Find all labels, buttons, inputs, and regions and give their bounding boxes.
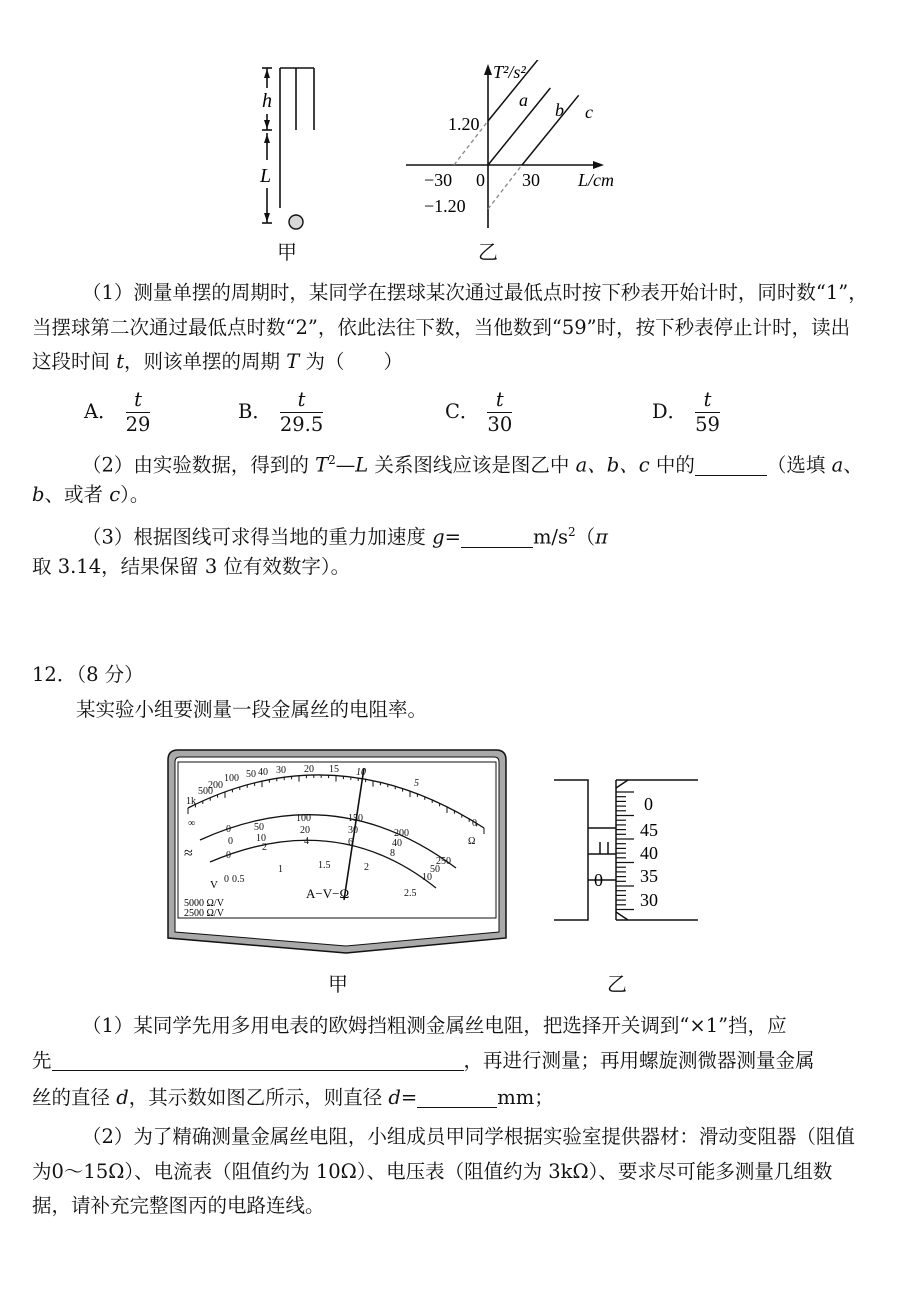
- scale-ac-0.5: 0.5: [232, 874, 245, 885]
- scale-50-20: 20: [300, 825, 310, 836]
- y-axis-label: T²/s²: [493, 62, 526, 82]
- ohm-scale-500: 500: [198, 786, 213, 797]
- q12-part1-line1: （1）某同学先用多用电表的欧姆挡粗测金属丝电阻，把选择开关调到“×1”挡，应: [82, 1014, 787, 1037]
- answer-blank-q11-3[interactable]: [461, 523, 533, 548]
- thimble-45: 45: [640, 820, 658, 840]
- ac-symbol: ≈: [184, 845, 193, 862]
- series-label-b: b: [555, 100, 564, 120]
- dc-v-symbol: V: [210, 879, 218, 891]
- tick-y-down: −1.20: [424, 196, 466, 216]
- meter-rating-1: 5000 Ω/V: [184, 898, 224, 909]
- q11-part2-line2: b、或者 c）。: [32, 483, 150, 506]
- scale-10-6: 6: [348, 837, 353, 848]
- ohm-symbol: Ω: [468, 836, 476, 847]
- q12-intro: 某实验小组要测量一段金属丝的电阻率。: [76, 698, 428, 721]
- tick-y-up: 1.20: [448, 114, 480, 134]
- ohm-scale-40: 40: [258, 767, 268, 778]
- label-L: L: [260, 165, 272, 187]
- answer-blank-q11-2[interactable]: [695, 451, 767, 476]
- ohm-scale-1k: 1k: [186, 796, 196, 807]
- ohm-scale-30: 30: [276, 765, 286, 776]
- option-b[interactable]: B． $\frac{t}{29.5}$: [238, 388, 324, 436]
- q11-part1: （1）测量单摆的周期时，某同学在摆球某次通过最低点时按下秒表开始计时，同时数“1”，当摆球第二次通过最低点时数“2”，依此法往下数，当他数到“59”时，按下秒表停止计时，读出这段时间 t，则该单摆的周期 T 为（ ）: [32, 281, 868, 373]
- q12-part1-line2: 先 ，再进行测量；再用螺旋测微器测量金属: [32, 1044, 815, 1078]
- series-label-c: c: [585, 102, 593, 122]
- scale-ac-1: 1: [278, 864, 283, 875]
- scale-250-150: 150: [348, 813, 363, 824]
- caption-jia-top: 甲: [277, 240, 297, 264]
- tick-x-pos: 30: [522, 170, 540, 190]
- q12-heading: 12．（8 分）: [32, 663, 144, 686]
- x-axis-label: L/cm: [578, 170, 614, 190]
- scale-50-0: 0: [228, 836, 233, 847]
- micrometer-main-0: 0: [594, 870, 603, 890]
- ohm-scale-10: 10: [356, 767, 366, 778]
- option-d[interactable]: D． $\frac{t}{59}$: [652, 388, 720, 436]
- caption-jia-meter: 甲: [328, 972, 348, 996]
- tick-origin: 0: [476, 170, 485, 190]
- q12-part2: （2）为了精确测量金属丝电阻，小组成员甲同学根据实验室提供器材：滑动变阻器（阻值为0～15Ω）、电流表（阻值约为 10Ω）、电压表（阻值约为 3kΩ）、要求尽可能多测量几组数据，请补充完整图丙的电路连线。: [32, 1125, 855, 1217]
- ohm-scale-15: 15: [329, 764, 339, 775]
- scale-250-0: 0: [226, 824, 231, 835]
- t2-l-graph: [400, 60, 640, 235]
- thimble-40: 40: [640, 843, 658, 863]
- scale-ac-0: 0: [224, 874, 229, 885]
- scale-50-50: 50: [430, 864, 440, 875]
- x-axis-arrow: [593, 161, 604, 169]
- option-c[interactable]: C． $\frac{t}{30}$: [445, 388, 513, 436]
- thimble-0: 0: [644, 794, 653, 814]
- y-axis-arrow: [484, 64, 492, 75]
- scale-10-8: 8: [390, 848, 395, 859]
- ohm-scale-200: 200: [208, 780, 223, 791]
- scale-50-10: 10: [256, 833, 266, 844]
- ohm-scale-20: 20: [304, 764, 314, 775]
- scale-10-4: 4: [304, 836, 309, 847]
- scale-250-50: 50: [254, 822, 264, 833]
- answer-blank-q12-d[interactable]: [417, 1083, 497, 1108]
- q11-part3-line1: （3）根据图线可求得当地的重力加速度 $g= m/s^2(\pi$: [82, 515, 608, 555]
- caption-yi-top: 乙: [478, 240, 498, 264]
- meter-rating-2: 2500 Ω/V: [184, 908, 224, 919]
- ohm-scale-50: 50: [246, 769, 256, 780]
- option-a[interactable]: A． $\frac{t}{29}$: [84, 388, 151, 436]
- ohm-scale-5: 5: [414, 778, 419, 789]
- series-line-c: [522, 95, 579, 165]
- scale-250-200: 200: [394, 828, 409, 839]
- q11-part3-rest: 取 3.14，结果保留 3 位有效数字）。: [32, 555, 351, 578]
- thimble-35: 35: [640, 866, 658, 886]
- ohm-scale-inf: ∞: [188, 818, 196, 829]
- scale-50-30: 30: [348, 825, 358, 836]
- series-c-extension: [488, 165, 522, 209]
- scale-250-250: 250: [436, 856, 451, 867]
- scale-250-100: 100: [296, 813, 311, 824]
- caption-yi-micrometer: 乙: [607, 972, 627, 996]
- label-h: h: [262, 90, 272, 112]
- scale-10-2: 2: [262, 842, 267, 853]
- q11-part2-line1: （2）由实验数据，得到的 $T^2—L$ 关系图线应该是图乙中 a、b、c 中的 （选填 a、: [82, 443, 863, 483]
- scale-10-0: 0: [226, 850, 231, 861]
- ohm-scale-0: 0: [472, 818, 477, 829]
- series-label-a: a: [519, 90, 528, 110]
- scale-10-10: 10: [422, 872, 432, 883]
- thimble-30: 30: [640, 890, 658, 910]
- ohm-scale-100: 100: [224, 773, 239, 784]
- micrometer: [548, 770, 718, 930]
- q12-part1-line3: 丝的直径 d，其示数如图乙所示，则直径 d= mm；: [32, 1081, 554, 1115]
- scale-50-40: 40: [392, 838, 402, 849]
- answer-blank-q12-step[interactable]: [52, 1046, 464, 1071]
- pendulum-figure: [240, 60, 330, 235]
- scale-ac-2.5: 2.5: [404, 888, 417, 899]
- scale-ac-1.5: 1.5: [318, 860, 331, 871]
- tick-x-neg: −30: [424, 170, 453, 190]
- multimeter-dial: [166, 748, 508, 956]
- meter-center-label: A−V−Ω: [306, 886, 350, 901]
- scale-ac-2: 2: [364, 862, 369, 873]
